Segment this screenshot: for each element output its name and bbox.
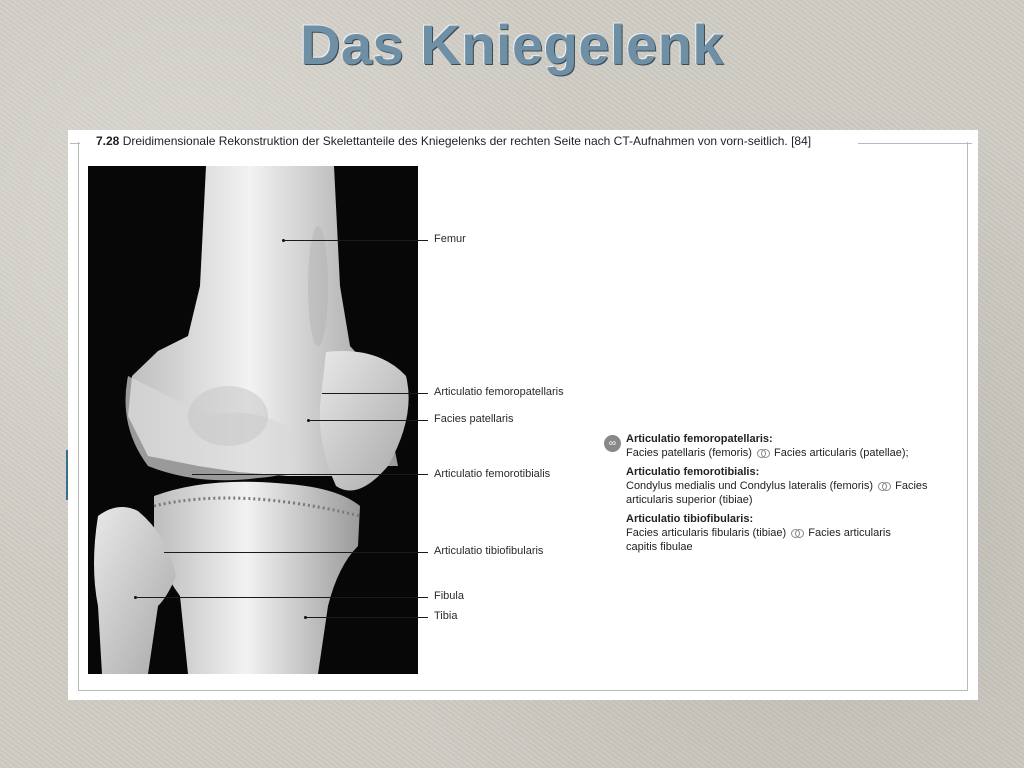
label-articulatio-femoropatellaris: Articulatio femoropatellaris: [434, 386, 564, 398]
femoropatellaris-leader: [322, 393, 428, 394]
femur-leader: [284, 240, 428, 241]
fibula-leader: [136, 597, 428, 598]
femorotibialis-leader: [192, 474, 428, 475]
slide-title: Das Kniegelenk: [299, 13, 725, 76]
figure-caption: [92, 134, 815, 148]
label-facies-patellaris: Facies patellaris: [434, 413, 514, 425]
link-rings-icon: [757, 449, 769, 457]
label-tibia: Tibia: [434, 610, 458, 622]
tibiofibularis-leader: [164, 552, 428, 553]
link-rings-icon: [878, 482, 890, 490]
label-articulatio-femorotibialis: Articulatio femorotibialis: [434, 468, 551, 480]
figure-card: [68, 130, 978, 700]
info-entry-femoropatellaris: Articulatio femoropatellaris: Facies patellaris (femoris) Facies articularis (patellae);: [626, 433, 909, 459]
figure-caption-text: Dreidimensionale Rekonstruktion der Skelettanteile des Kniegelenks der rechten Seite nach CT-Aufnahmen von vorn-seitlich. [84]: [122, 134, 812, 148]
facies-patellaris-leader: [309, 420, 428, 421]
info-entry-femorotibialis: Articulatio femorotibialis: Condylus medialis und Condylus lateralis (femoris) Facies articularis superior (tibiae): [626, 466, 928, 506]
joint-info-icon: ∞: [604, 435, 621, 452]
tibia-leader: [306, 617, 428, 618]
joint-info-list: [626, 432, 956, 559]
label-fibula: Fibula: [434, 590, 464, 602]
label-femur: Femur: [434, 233, 466, 245]
link-rings-icon: [791, 529, 803, 537]
figure-number: 7.28: [96, 134, 120, 148]
info-entry-tibiofibularis: Articulatio tibiofibularis: Facies articularis fibularis (tibiae) Facies articularis capitis fibulae: [626, 513, 891, 553]
label-articulatio-tibiofibularis: Articulatio tibiofibularis: [434, 545, 544, 557]
